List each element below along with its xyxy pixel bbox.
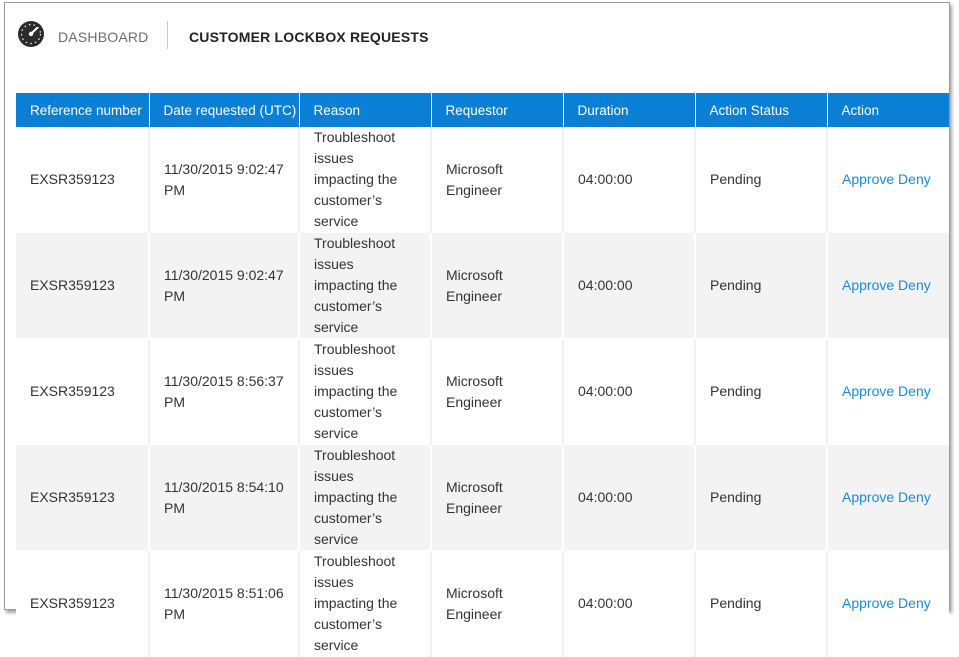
cell-action-status: Pending — [695, 339, 827, 445]
cell-date-requested: 11/30/2015 8:51:06 PM — [149, 551, 299, 657]
page-header — [5, 3, 949, 75]
column-header-date-requested[interactable]: Date requested (UTC) — [149, 93, 299, 127]
approve-link[interactable]: Approve — [842, 383, 895, 399]
cell-duration: 04:00:00 — [563, 445, 695, 551]
deny-link[interactable]: Deny — [898, 489, 931, 505]
cell-date-requested: 11/30/2015 9:02:47 PM — [149, 127, 299, 233]
breadcrumb-dashboard-link[interactable]: DASHBOARD — [58, 29, 149, 45]
column-header-requestor[interactable]: Requestor — [431, 93, 563, 127]
deny-link[interactable]: Deny — [898, 383, 931, 399]
column-header-action-status[interactable]: Action Status — [695, 93, 827, 127]
cell-action-status: Pending — [695, 127, 827, 233]
cell-reason: Troubleshoot issues impacting the customer’s service — [299, 233, 431, 339]
cell-reference-number: EXSR359123 — [16, 339, 149, 445]
approve-link[interactable]: Approve — [842, 277, 895, 293]
cell-action — [827, 445, 949, 551]
table-row — [16, 127, 949, 233]
table-row — [16, 551, 949, 657]
cell-duration: 04:00:00 — [563, 339, 695, 445]
cell-action — [827, 551, 949, 657]
table-row — [16, 339, 949, 445]
page-title: CUSTOMER LOCKBOX REQUESTS — [189, 29, 429, 45]
approve-link[interactable]: Approve — [842, 489, 895, 505]
approve-link[interactable]: Approve — [842, 595, 895, 611]
cell-date-requested: 11/30/2015 8:54:10 PM — [149, 445, 299, 551]
deny-link[interactable]: Deny — [898, 595, 931, 611]
cell-action — [827, 339, 949, 445]
cell-action-status: Pending — [695, 233, 827, 339]
deny-link[interactable]: Deny — [898, 277, 931, 293]
cell-requestor: Microsoft Engineer — [431, 551, 563, 657]
cell-reference-number: EXSR359123 — [16, 233, 149, 339]
cell-action — [827, 127, 949, 233]
cell-requestor: Microsoft Engineer — [431, 233, 563, 339]
cell-reason: Troubleshoot issues impacting the customer’s service — [299, 127, 431, 233]
column-header-reference-number[interactable]: Reference number — [16, 93, 149, 127]
approve-link[interactable]: Approve — [842, 171, 895, 187]
table-row — [16, 445, 949, 551]
cell-reference-number: EXSR359123 — [16, 551, 149, 657]
cell-action-status: Pending — [695, 445, 827, 551]
cell-date-requested: 11/30/2015 8:56:37 PM — [149, 339, 299, 445]
cell-action-status: Pending — [695, 551, 827, 657]
column-header-duration[interactable]: Duration — [563, 93, 695, 127]
lockbox-requests-table — [16, 93, 949, 657]
breadcrumb-divider — [167, 21, 168, 49]
cell-action — [827, 233, 949, 339]
column-header-reason[interactable]: Reason — [299, 93, 431, 127]
cell-requestor: Microsoft Engineer — [431, 445, 563, 551]
deny-link[interactable]: Deny — [898, 171, 931, 187]
cell-reference-number: EXSR359123 — [16, 445, 149, 551]
cell-reason: Troubleshoot issues impacting the customer’s service — [299, 339, 431, 445]
cell-reference-number: EXSR359123 — [16, 127, 149, 233]
requests-table-container — [16, 93, 949, 657]
table-header — [16, 93, 949, 127]
cell-date-requested: 11/30/2015 9:02:47 PM — [149, 233, 299, 339]
cell-reason: Troubleshoot issues impacting the customer’s service — [299, 551, 431, 657]
cell-duration: 04:00:00 — [563, 127, 695, 233]
cell-requestor: Microsoft Engineer — [431, 127, 563, 233]
cell-duration: 04:00:00 — [563, 551, 695, 657]
cell-requestor: Microsoft Engineer — [431, 339, 563, 445]
app-window — [4, 2, 950, 653]
column-header-action: Action — [827, 93, 949, 127]
cell-duration: 04:00:00 — [563, 233, 695, 339]
table-row — [16, 233, 949, 339]
cell-reason: Troubleshoot issues impacting the customer’s service — [299, 445, 431, 551]
dashboard-gauge-icon[interactable] — [17, 20, 45, 48]
